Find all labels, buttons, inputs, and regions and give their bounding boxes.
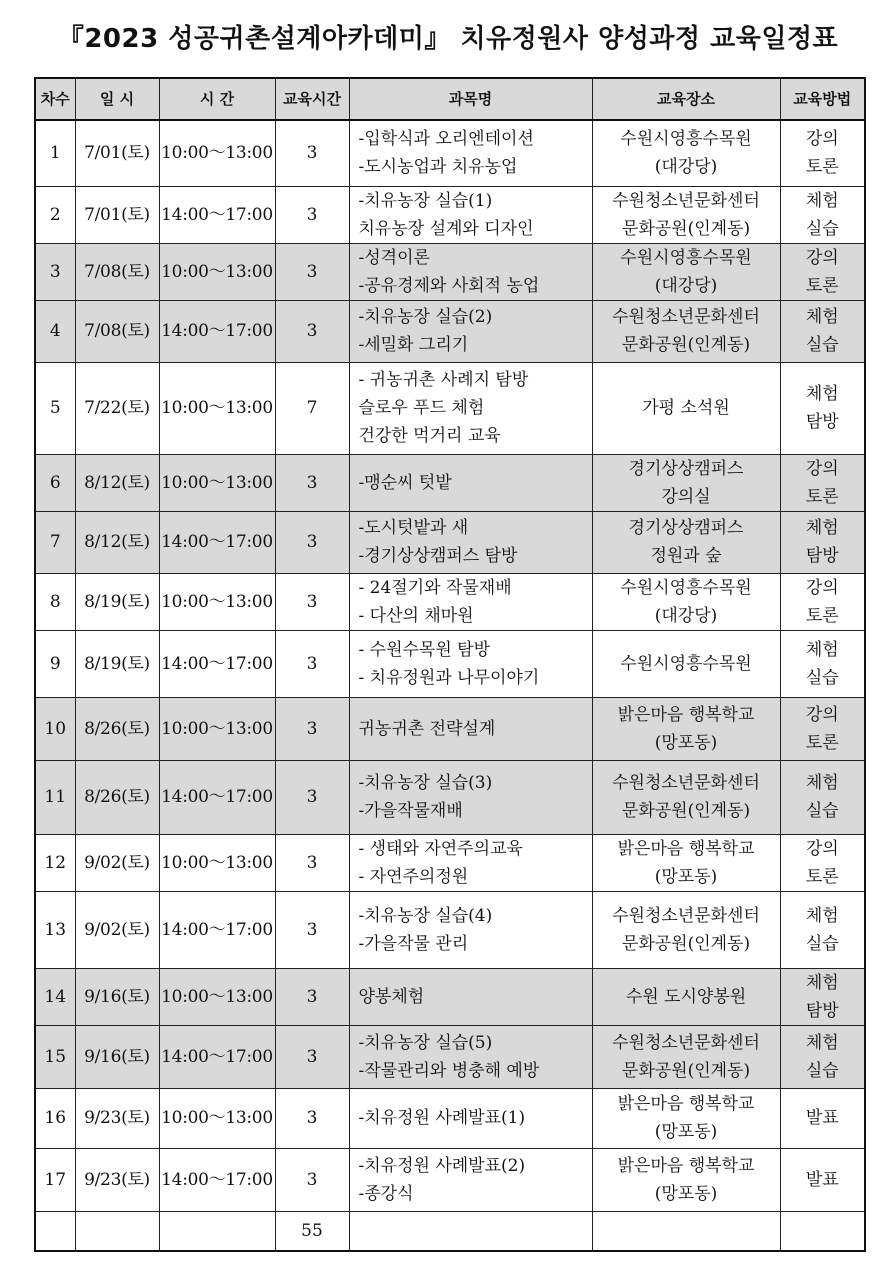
row-subject	[349, 186, 592, 243]
row-place	[592, 834, 780, 891]
row-place-line: 수원 도시양봉원	[625, 986, 747, 1007]
row-place	[592, 1088, 780, 1148]
total-empty-time	[159, 1211, 275, 1251]
row-subject-line: -맹순씨 텃밭	[358, 472, 452, 493]
row-time: 14:00～17:00	[159, 760, 275, 834]
total-empty-method	[780, 1211, 865, 1251]
row-date: 7/08(토)	[75, 243, 159, 300]
row-subject-line: -치유농장 실습(4)	[358, 905, 493, 926]
row-hours: 7	[275, 362, 349, 454]
row-hours: 3	[275, 454, 349, 511]
row-subject-line: - 24절기와 작물재배	[358, 577, 512, 598]
row-place	[592, 573, 780, 630]
row-number: 3	[35, 243, 75, 300]
row-place-line: 문화공원(인계동)	[621, 218, 751, 239]
row-date: 7/01(토)	[75, 120, 159, 186]
row-hours: 3	[275, 573, 349, 630]
row-time: 14:00～17:00	[159, 630, 275, 697]
row-subject	[349, 891, 592, 968]
table-row	[35, 243, 865, 300]
row-date: 9/02(토)	[75, 834, 159, 891]
total-empty-place	[592, 1211, 780, 1251]
row-hours: 3	[275, 300, 349, 362]
row-place-line: 가평 소석원	[642, 398, 730, 418]
row-subject-line: -성격이론	[358, 247, 430, 268]
row-place-line: 밝은마음 행복학교	[617, 704, 755, 725]
row-number: 9	[35, 630, 75, 697]
row-date: 8/19(토)	[75, 573, 159, 630]
table-row	[35, 834, 865, 891]
row-subject	[349, 300, 592, 362]
total-empty-subject	[349, 1211, 592, 1251]
row-subject-line: -치유농장 실습(3)	[358, 773, 493, 793]
row-place-line: (대강당)	[654, 605, 718, 626]
row-subject-line: -치유농장 실습(2)	[358, 307, 493, 327]
row-place-line: (대강당)	[654, 275, 718, 296]
row-method-line: 탐방	[805, 412, 839, 432]
row-subject	[349, 120, 592, 186]
row-method-line: 발표	[805, 1169, 839, 1190]
row-number: 17	[35, 1148, 75, 1211]
row-time: 10:00～13:00	[159, 697, 275, 760]
row-date: 7/08(토)	[75, 300, 159, 362]
row-method-line: 탐방	[805, 546, 839, 566]
row-method-line: 체험	[805, 518, 839, 538]
row-method-line: 실습	[805, 667, 839, 688]
row-place-line: (망포동)	[654, 1183, 718, 1204]
row-time: 10:00～13:00	[159, 454, 275, 511]
row-subject-line: - 다산의 채마원	[358, 605, 474, 626]
row-time: 14:00～17:00	[159, 891, 275, 968]
row-method-line: 강의	[805, 838, 839, 859]
row-subject-line: - 치유정원과 나무이야기	[358, 667, 540, 688]
row-number: 2	[35, 186, 75, 243]
table-row	[35, 1088, 865, 1148]
row-subject-line: 귀농귀촌 전략설계	[358, 718, 496, 739]
row-hours: 3	[275, 1148, 349, 1211]
row-place-line: 경기상상캠퍼스	[628, 458, 744, 479]
row-date: 8/26(토)	[75, 760, 159, 834]
row-subject-line: -가을작물 관리	[358, 933, 469, 954]
row-method	[780, 362, 865, 454]
row-subject-line: -가을작물재배	[358, 801, 463, 821]
row-method-line: 체험	[805, 307, 839, 327]
row-subject	[349, 760, 592, 834]
row-number: 14	[35, 968, 75, 1025]
row-date: 7/22(토)	[75, 362, 159, 454]
row-date: 9/02(토)	[75, 891, 159, 968]
row-subject	[349, 968, 592, 1025]
table-row	[35, 891, 865, 968]
row-place-line: (망포동)	[654, 1122, 718, 1142]
header-date: 일 시	[75, 78, 159, 120]
row-method-line: 토론	[805, 732, 839, 753]
row-place-line: 수원청소년문화센터	[612, 1032, 760, 1053]
row-subject-line: 건강한 먹거리 교육	[358, 426, 501, 446]
row-place-line: 수원시영흥수목원	[620, 653, 752, 674]
row-subject-line: 슬로우 푸드 체험	[358, 398, 485, 418]
total-row	[35, 1211, 865, 1251]
row-place-line: 수원시영흥수목원	[620, 129, 752, 150]
row-hours: 3	[275, 891, 349, 968]
row-subject-line: - 귀농귀촌 사례지 탐방	[358, 370, 529, 390]
row-time: 14:00～17:00	[159, 511, 275, 573]
table-row	[35, 186, 865, 243]
row-place	[592, 1025, 780, 1088]
table-row	[35, 760, 865, 834]
row-place-line: (망포동)	[654, 732, 718, 753]
row-subject	[349, 1088, 592, 1148]
row-method	[780, 968, 865, 1025]
row-method	[780, 697, 865, 760]
row-date: 9/16(토)	[75, 1025, 159, 1088]
row-subject-line: -도시텃밭과 새	[358, 518, 469, 538]
row-date: 9/23(토)	[75, 1088, 159, 1148]
row-place-line: 문화공원(인계동)	[621, 1060, 751, 1081]
row-subject-line: 양봉체험	[358, 986, 425, 1007]
row-place	[592, 120, 780, 186]
row-subject-line: -경기상상캠퍼스 탐방	[358, 546, 518, 566]
row-method-line: 강의	[805, 704, 839, 725]
row-place-line: 수원시영흥수목원	[620, 577, 752, 598]
row-time: 14:00～17:00	[159, 1148, 275, 1211]
row-method-line: 토론	[805, 275, 839, 296]
row-subject-line: -치유농장 실습(5)	[358, 1032, 493, 1053]
row-place	[592, 697, 780, 760]
row-method-line: 체험	[805, 905, 839, 926]
total-hours: 55	[275, 1211, 349, 1251]
row-subject-line: -치유농장 실습(1)	[358, 190, 493, 211]
row-subject-line: -종강식	[358, 1183, 414, 1204]
row-subject-line: -치유정원 사례발표(1)	[358, 1108, 526, 1128]
row-hours: 3	[275, 697, 349, 760]
row-method	[780, 300, 865, 362]
row-subject	[349, 243, 592, 300]
row-place-line: (망포동)	[654, 866, 718, 887]
row-number: 10	[35, 697, 75, 760]
row-hours: 3	[275, 186, 349, 243]
row-date: 9/16(토)	[75, 968, 159, 1025]
row-method-line: 체험	[805, 773, 839, 793]
row-method-line: 강의	[805, 577, 839, 598]
row-place-line: 수원청소년문화센터	[612, 773, 760, 793]
table-row	[35, 1148, 865, 1211]
row-date: 9/23(토)	[75, 1148, 159, 1211]
row-method-line: 토론	[805, 157, 839, 178]
row-subject-line: -공유경제와 사회적 농업	[358, 275, 540, 296]
row-number: 4	[35, 300, 75, 362]
total-empty-no	[35, 1211, 75, 1251]
header-subject: 과목명	[349, 78, 592, 120]
row-place-line: 문화공원(인계동)	[621, 335, 751, 355]
schedule-table	[34, 77, 866, 1252]
row-place-line: 밝은마음 행복학교	[617, 1094, 755, 1114]
row-place-line: (대강당)	[654, 157, 718, 178]
row-hours: 3	[275, 760, 349, 834]
row-subject	[349, 511, 592, 573]
table-row	[35, 1025, 865, 1088]
row-method	[780, 1148, 865, 1211]
table-row	[35, 573, 865, 630]
row-method-line: 토론	[805, 605, 839, 626]
row-subject-line: -도시농업과 치유농업	[358, 157, 518, 178]
row-place	[592, 300, 780, 362]
row-place-line: 수원시영흥수목원	[620, 247, 752, 268]
header-place: 교육장소	[592, 78, 780, 120]
schedule-body	[35, 120, 865, 1211]
table-row	[35, 454, 865, 511]
row-place-line: 수원청소년문화센터	[612, 307, 760, 327]
table-row	[35, 120, 865, 186]
row-method-line: 실습	[805, 1060, 839, 1081]
row-time: 10:00～13:00	[159, 362, 275, 454]
table-row	[35, 697, 865, 760]
row-method	[780, 454, 865, 511]
row-subject-line: -작물관리와 병충해 예방	[358, 1060, 540, 1081]
row-method-line: 체험	[805, 639, 839, 660]
row-place-line: 문화공원(인계동)	[621, 933, 751, 954]
header-method: 교육방법	[780, 78, 865, 120]
row-method-line: 실습	[805, 801, 839, 821]
row-time: 10:00～13:00	[159, 243, 275, 300]
row-method	[780, 1088, 865, 1148]
row-time: 10:00～13:00	[159, 573, 275, 630]
row-method	[780, 573, 865, 630]
row-date: 7/01(토)	[75, 186, 159, 243]
header-hours: 교육시간	[275, 78, 349, 120]
row-method-line: 강의	[805, 247, 839, 268]
header-time: 시 간	[159, 78, 275, 120]
row-method	[780, 1025, 865, 1088]
row-subject	[349, 1025, 592, 1088]
row-method-line: 강의	[805, 129, 839, 150]
row-place-line: 밝은마음 행복학교	[617, 1155, 755, 1176]
row-subject-line: -세밀화 그리기	[358, 335, 469, 355]
row-place-line: 문화공원(인계동)	[621, 801, 751, 821]
row-method-line: 체험	[805, 972, 839, 993]
row-date: 8/19(토)	[75, 630, 159, 697]
row-date: 8/26(토)	[75, 697, 159, 760]
row-method	[780, 511, 865, 573]
row-number: 7	[35, 511, 75, 573]
row-number: 5	[35, 362, 75, 454]
row-time: 10:00～13:00	[159, 120, 275, 186]
row-method	[780, 630, 865, 697]
row-number: 13	[35, 891, 75, 968]
row-method	[780, 760, 865, 834]
row-date: 8/12(토)	[75, 454, 159, 511]
row-method-line: 실습	[805, 218, 839, 239]
row-place	[592, 630, 780, 697]
table-row	[35, 511, 865, 573]
row-method-line: 발표	[805, 1108, 839, 1128]
row-method	[780, 834, 865, 891]
row-method-line: 체험	[805, 1032, 839, 1053]
row-place	[592, 511, 780, 573]
header-row	[35, 78, 865, 120]
table-row	[35, 362, 865, 454]
row-method	[780, 243, 865, 300]
row-place	[592, 891, 780, 968]
row-place	[592, 1148, 780, 1211]
row-method	[780, 186, 865, 243]
row-hours: 3	[275, 1025, 349, 1088]
row-method-line: 체험	[805, 190, 839, 211]
row-subject	[349, 573, 592, 630]
page-title: 『2023 성공귀촌설계아카데미』 치유정원사 양성과정 교육일정표	[57, 24, 839, 54]
row-subject-line: - 생태와 자연주의교육	[358, 838, 523, 859]
row-hours: 3	[275, 511, 349, 573]
row-method-line: 체험	[805, 384, 839, 404]
row-place-line: 정원과 숲	[650, 546, 722, 566]
row-place-line: 경기상상캠퍼스	[628, 518, 744, 538]
row-hours: 3	[275, 834, 349, 891]
table-row	[35, 300, 865, 362]
header-no: 차수	[35, 78, 75, 120]
row-time: 10:00～13:00	[159, 1088, 275, 1148]
row-method-line: 탐방	[805, 1000, 839, 1021]
row-subject-line: - 수원수목원 탐방	[358, 639, 491, 660]
row-place	[592, 243, 780, 300]
row-number: 1	[35, 120, 75, 186]
row-place	[592, 362, 780, 454]
row-subject-line: -치유정원 사례발표(2)	[358, 1155, 526, 1176]
row-subject	[349, 697, 592, 760]
row-time: 14:00～17:00	[159, 186, 275, 243]
table-row	[35, 630, 865, 697]
row-subject-line: - 자연주의정원	[358, 866, 469, 887]
row-method	[780, 120, 865, 186]
row-time: 14:00～17:00	[159, 1025, 275, 1088]
row-subject	[349, 454, 592, 511]
table-row	[35, 968, 865, 1025]
row-time: 10:00～13:00	[159, 834, 275, 891]
row-number: 11	[35, 760, 75, 834]
row-subject	[349, 630, 592, 697]
row-place-line: 밝은마음 행복학교	[617, 838, 755, 859]
row-place-line: 수원청소년문화센터	[612, 190, 760, 211]
row-number: 8	[35, 573, 75, 630]
row-method-line: 강의	[805, 458, 839, 479]
row-number: 6	[35, 454, 75, 511]
row-hours: 3	[275, 243, 349, 300]
row-method-line: 실습	[805, 933, 839, 954]
row-subject	[349, 834, 592, 891]
row-method	[780, 891, 865, 968]
row-subject-line: 치유농장 설계와 디자인	[358, 218, 534, 239]
row-place	[592, 968, 780, 1025]
row-place	[592, 186, 780, 243]
row-number: 16	[35, 1088, 75, 1148]
row-hours: 3	[275, 120, 349, 186]
row-place	[592, 760, 780, 834]
row-hours: 3	[275, 1088, 349, 1148]
row-method-line: 토론	[805, 486, 839, 507]
row-time: 10:00～13:00	[159, 968, 275, 1025]
row-place	[592, 454, 780, 511]
row-date: 8/12(토)	[75, 511, 159, 573]
total-empty-date	[75, 1211, 159, 1251]
row-subject-line: -입학식과 오리엔테이션	[358, 129, 534, 150]
row-place-line: 수원청소년문화센터	[612, 905, 760, 926]
row-hours: 3	[275, 630, 349, 697]
row-method-line: 실습	[805, 335, 839, 355]
row-number: 15	[35, 1025, 75, 1088]
row-subject	[349, 1148, 592, 1211]
row-number: 12	[35, 834, 75, 891]
row-method-line: 토론	[805, 866, 839, 887]
row-hours: 3	[275, 968, 349, 1025]
row-place-line: 강의실	[661, 486, 711, 507]
row-time: 14:00～17:00	[159, 300, 275, 362]
row-subject	[349, 362, 592, 454]
